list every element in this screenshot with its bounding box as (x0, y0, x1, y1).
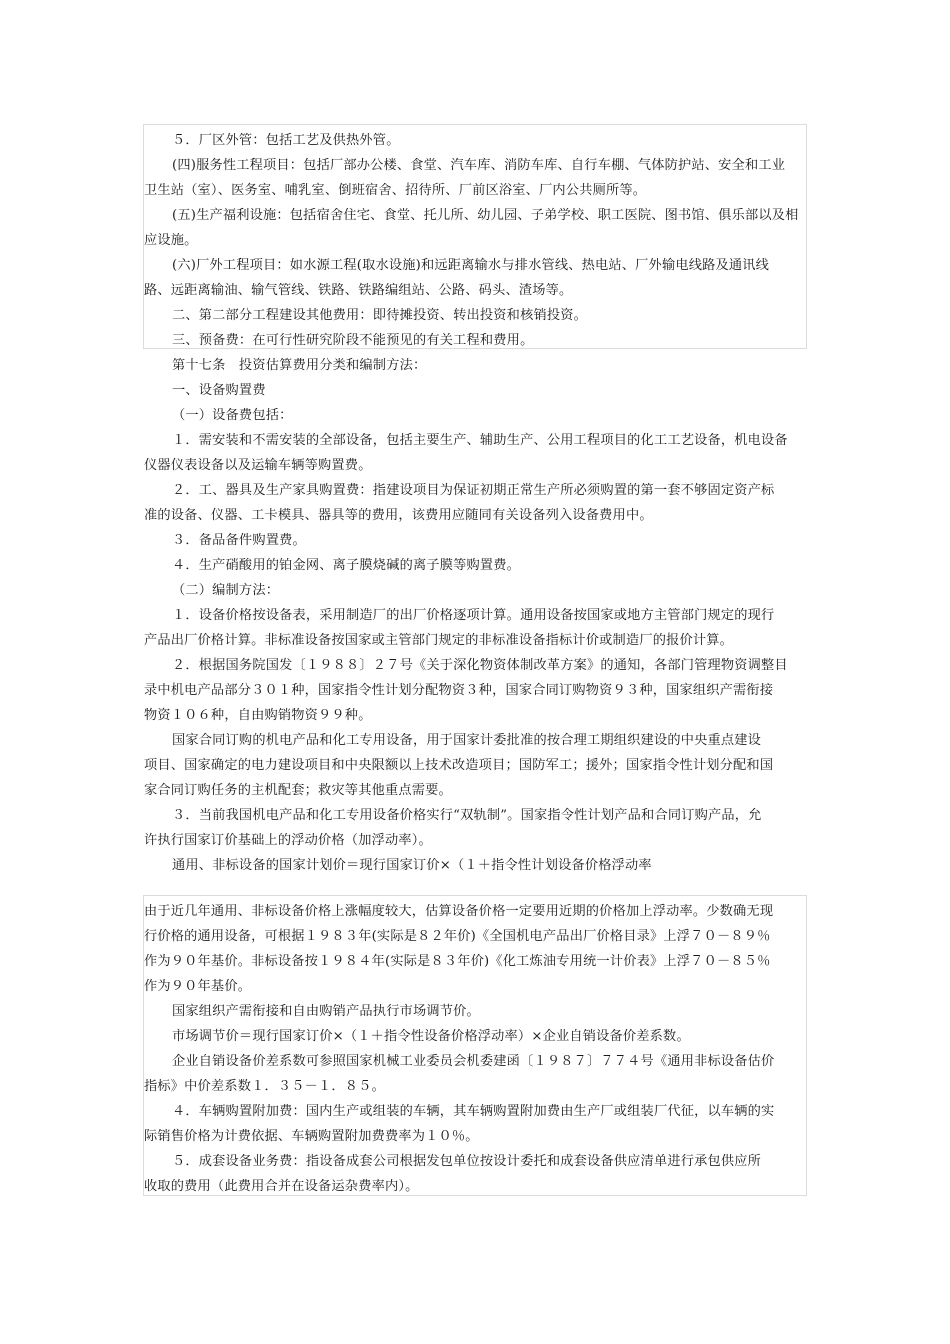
paragraph-line: 准的设备、仪器、工卡模具、器具等的费用，该费用应随同有关设备列入设备费用中。 (144, 508, 653, 523)
paragraph-line: 收取的费用（此费用合并在设备运杂费率内）。 (144, 1179, 419, 1194)
paragraph-line: 卫生站（室）、医务室、哺乳室、倒班宿舍、招待所、厂前区浴室、厂内公共厕所等。 (144, 183, 647, 198)
paragraph-line: 项目、国家确定的电力建设项目和中央限额以上技术改造项目；国防军工；援外；国家指令性计划分配和国 (144, 758, 774, 773)
paragraph-line: 国家组织产需衔接和自由购销产品执行市场调节价。 (172, 1004, 480, 1019)
paragraph-line: 录中机电产品部分３０１种，国家指令性计划分配物资３种，国家合同订购物资９３种，国家组织产需衔接 (144, 683, 774, 698)
paragraph-line: 企业自销设备价差系数可参照国家机械工业委员会机委建函〔１９８７〕７７４号《通用非标设备估价 (172, 1054, 775, 1069)
paragraph-line: 许执行国家订价基础上的浮动价格（加浮动率）。 (144, 833, 432, 848)
paragraph-line: ５．厂区外管：包括工艺及供热外管。 (172, 133, 400, 148)
subsection-heading: （一）设备费包括： (172, 408, 293, 423)
paragraph-line: 行价格的通用设备，可根据１９８３年(实际是８２年价)《全国机电产品出厂价格目录》上浮７０－８９％ (144, 929, 771, 944)
paragraph-line: 物资１０６种，自由购销物资９９种。 (144, 708, 372, 723)
paragraph-line: ４．车辆购置附加费：国内生产或组装的车辆，其车辆购置附加费由生产厂或组装厂代征，以车辆的实 (172, 1104, 775, 1119)
document-body (144, 128, 808, 1199)
paragraph-line: ３．备品备件购置费。 (172, 533, 306, 548)
paragraph-line: 路、远距离输油、输气管线、铁路、铁路编组站、公路、码头、渣场等。 (144, 283, 573, 298)
paragraph-line: ３．当前我国机电产品和化工专用设备价格实行“双轨制”。国家指令性计划产品和合同订购产品，允 (172, 808, 762, 823)
paragraph-line: (四)服务性工程项目：包括厂部办公楼、食堂、汽车库、消防车库、自行车棚、气体防护站、安全和工业 (172, 158, 786, 173)
paragraph-line: 产品出厂价格计算。非标准设备按国家或主管部门规定的非标准设备指标计价或制造厂的报价计算。 (144, 633, 734, 648)
formula-line: 通用、非标设备的国家计划价＝现行国家订价×（１＋指令性计划设备价格浮动率 (172, 858, 652, 873)
paragraph-line: 应设施。 (144, 233, 198, 248)
article-heading: 第十七条 投资估算费用分类和编制方法： (172, 358, 427, 373)
paragraph-line: １．需安装和不需安装的全部设备，包括主要生产、辅助生产、公用工程项目的化工工艺设备，机电设备 (172, 433, 788, 448)
paragraph-line: 作为９０年基价。 (144, 979, 252, 994)
subsection-heading: （二）编制方法： (172, 583, 280, 598)
paragraph-line: 国家合同订购的机电产品和化工专用设备，用于国家计委批准的按合理工期组织建设的中央重点建设 (172, 733, 762, 748)
paragraph-line: 三、预备费：在可行性研究阶段不能预见的有关工程和费用。 (172, 333, 534, 348)
paragraph-line: (五)生产福利设施：包括宿舍住宅、食堂、托儿所、幼儿园、子弟学校、职工医院、图书馆、俱乐部以及相 (172, 208, 799, 223)
paragraph-line: 际销售价格为计费依据、车辆购置附加费费率为１０％。 (144, 1129, 479, 1144)
paragraph-line: 仪器仪表设备以及运输车辆等购置费。 (144, 458, 372, 473)
paragraph-line: ２．工、器具及生产家具购置费：指建设项目为保证初期正常生产所必须购置的第一套不够固定资产标 (172, 483, 775, 498)
paragraph-line: 二、第二部分工程建设其他费用：即待摊投资、转出投资和核销投资。 (172, 308, 588, 323)
formula-line: 市场调节价＝现行国家订价×（１＋指令性设备价格浮动率）×企业自销设备价差系数。 (172, 1029, 690, 1044)
paragraph-line: 作为９０年基价。非标设备按１９８４年(实际是８３年价)《化工炼油专用统一计价表》上浮７０－８５％ (144, 954, 771, 969)
paragraph-line: ５．成套设备业务费：指设备成套公司根据发包单位按设计委托和成套设备供应清单进行承包供应所 (172, 1154, 762, 1169)
paragraph-line: １．设备价格按设备表，采用制造厂的出厂价格逐项计算。通用设备按国家或地方主管部门规定的现行 (172, 608, 775, 623)
paragraph-line: 家合同订购任务的主机配套；救灾等其他重点需要。 (144, 783, 452, 798)
paragraph-line: 指标》中价差系数１．３５－１．８５。 (144, 1079, 385, 1094)
paragraph-line: ４．生产硝酸用的铂金网、离子膜烧碱的离子膜等购置费。 (172, 558, 521, 573)
paragraph-line: 由于近几年通用、非标设备价格上涨幅度较大，估算设备价格一定要用近期的价格加上浮动率。少数确无现 (144, 904, 774, 919)
section-heading: 一、设备购置费 (172, 383, 266, 398)
paragraph-line: ２．根据国务院国发〔１９８８〕２７号《关于深化物资体制改革方案》的通知，各部门管理物资调整目 (172, 658, 788, 673)
paragraph-line: (六)厂外工程项目：如水源工程(取水设施)和远距离输水与排水管线、热电站、厂外输电线路及通讯线 (172, 258, 770, 273)
